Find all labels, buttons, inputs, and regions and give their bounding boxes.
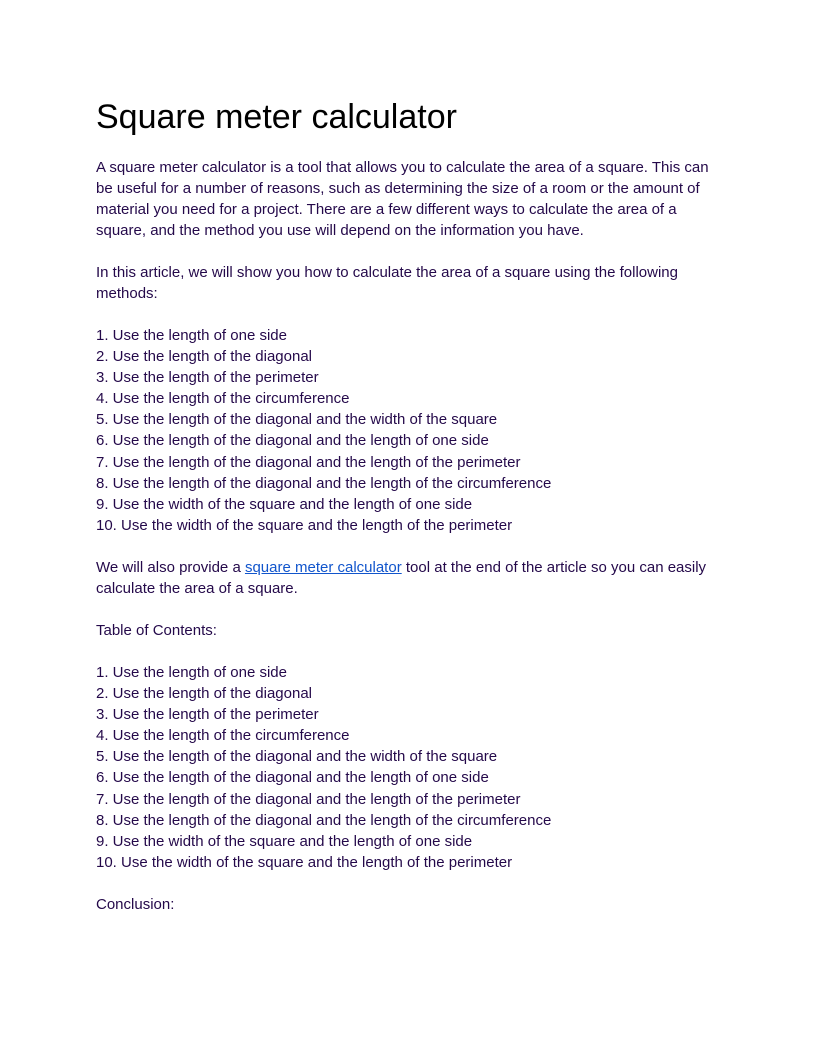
spacer [96, 873, 720, 894]
spacer [96, 304, 720, 325]
methods-list [96, 325, 720, 536]
conclusion-heading: Conclusion: [96, 895, 175, 913]
list-item: 2. Use the length of the diagonal [96, 348, 312, 366]
document-page [96, 96, 720, 915]
list-item: 3. Use the length of the perimeter [96, 706, 319, 724]
spacer [96, 536, 720, 557]
list-item: 8. Use the length of the diagonal and the length of the circumference [96, 811, 552, 829]
list-item: 9. Use the width of the square and the length of one side [96, 832, 473, 850]
spacer [96, 641, 720, 662]
list-item: 1. Use the length of one side [96, 327, 287, 344]
list-item: 10. Use the width of the square and the length of the perimeter [96, 853, 513, 871]
tool-text-after: tool at the end of the article so you can easily calculate the area of a square. [96, 558, 707, 597]
methods-intro-paragraph: In this article, we will show you how to calculate the area of a square using the following methods: [96, 264, 678, 302]
toc-list [96, 662, 720, 873]
list-item: 2. Use the length of the diagonal [96, 685, 312, 703]
intro-paragraph: A square meter calculator is a tool that allows you to calculate the area of a square. This can be useful for a number of reasons, such as determining the size of a room or the amount of material you need for a project. There are a few different ways to calculate the area of a square, and the method you use will depend on the information you have. [96, 159, 709, 239]
page-title: Square meter calculator [96, 98, 457, 136]
list-item: 10. Use the width of the square and the length of the perimeter [96, 516, 513, 534]
list-item: 7. Use the length of the diagonal and the length of the perimeter [96, 453, 521, 471]
list-item: 8. Use the length of the diagonal and the length of the circumference [96, 474, 552, 492]
list-item: 9. Use the width of the square and the length of one side [96, 495, 473, 513]
toc-heading: Table of Contents: [96, 621, 217, 639]
spacer [96, 599, 720, 620]
list-item: 1. Use the length of one side [96, 663, 287, 681]
list-item: 4. Use the length of the circumference [96, 390, 350, 408]
spacer [96, 138, 720, 157]
list-item: 4. Use the length of the circumference [96, 727, 350, 745]
calculator-link[interactable]: square meter calculator [244, 558, 402, 576]
list-item: 6. Use the length of the diagonal and the length of one side [96, 769, 489, 787]
list-item: 5. Use the length of the diagonal and the width of the square [96, 411, 498, 429]
spacer [96, 241, 720, 262]
list-item: 7. Use the length of the diagonal and the length of the perimeter [96, 790, 521, 808]
list-item: 6. Use the length of the diagonal and the length of one side [96, 432, 489, 450]
tool-paragraph [96, 557, 720, 599]
list-item: 3. Use the length of the perimeter [96, 369, 319, 387]
tool-text-before: We will also provide a [96, 558, 245, 576]
list-item: 5. Use the length of the diagonal and the width of the square [96, 748, 498, 766]
